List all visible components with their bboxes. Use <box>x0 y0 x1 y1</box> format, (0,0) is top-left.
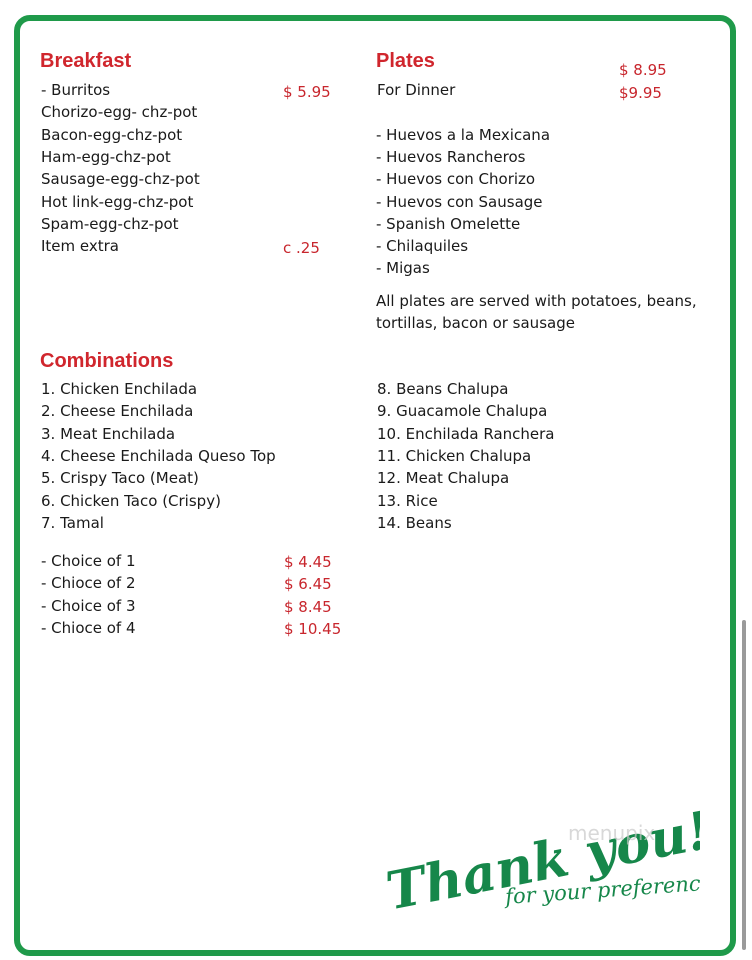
breakfast-item: Hot link-egg-chz-pot <box>41 192 194 211</box>
combo-item: 9. Guacamole Chalupa <box>377 402 548 421</box>
choice-label: - Chioce of 4 <box>41 618 136 637</box>
thank-you-text: Thank you!! <box>381 795 700 923</box>
combo-item: 4. Cheese Enchilada Queso Top <box>41 446 276 465</box>
plate-item: - Migas <box>376 259 430 278</box>
combo-item: 3. Meat Enchilada <box>41 424 176 443</box>
breakfast-item: Sausage-egg-chz-pot <box>41 170 200 189</box>
breakfast-item: Item extra <box>41 237 119 256</box>
plate-item: - Spanish Omelette <box>376 214 521 233</box>
combinations-heading: Combinations <box>40 350 174 372</box>
combo-item: 1. Chicken Enchilada <box>41 380 198 398</box>
choice-label: - Choice of 1 <box>41 552 136 570</box>
breakfast-item: Bacon-egg-chz-pot <box>41 125 183 144</box>
combo-item: 6. Chicken Taco (Crispy) <box>41 491 221 510</box>
combo-item: 2. Cheese Enchilada <box>41 402 194 421</box>
choice-price: $ 6.45 <box>284 575 332 594</box>
dinner-label: For Dinner <box>377 81 456 99</box>
extra-price: c .25 <box>283 239 320 257</box>
breakfast-item: Chorizo-egg- chz-pot <box>41 103 198 122</box>
choice-price: $ 8.45 <box>284 597 332 616</box>
plates-note: All plates are served with potatoes, beans, tortillas, bacon or sausage <box>376 292 697 332</box>
thank-you-graphic <box>380 760 700 930</box>
breakfast-item: - Burritos <box>41 81 111 99</box>
combo-item: 12. Meat Chalupa <box>377 469 510 488</box>
breakfast-item: Ham-egg-chz-pot <box>41 147 171 166</box>
choice-price: $ 4.45 <box>284 553 332 571</box>
choice-label: - Choice of 3 <box>41 596 136 615</box>
combo-item: 8. Beans Chalupa <box>377 380 509 398</box>
breakfast-heading: Breakfast <box>40 50 132 72</box>
plate-item: - Huevos con Sausage <box>376 192 543 211</box>
scrollbar[interactable] <box>742 620 746 950</box>
combo-item: 5. Crispy Taco (Meat) <box>41 469 199 488</box>
dinner-price: $9.95 <box>619 84 662 102</box>
choice-label: - Chioce of 2 <box>41 574 136 593</box>
combo-item: 10. Enchilada Ranchera <box>377 424 555 443</box>
plates-price: $ 8.95 <box>619 61 667 79</box>
burritos-price: $ 5.95 <box>283 83 331 101</box>
preference-text: for your preference <box>504 870 700 909</box>
thank-you-signature <box>380 760 700 930</box>
combo-item: 14. Beans <box>377 513 452 532</box>
combo-item: 7. Tamal <box>41 513 104 532</box>
watermark-text: menupix <box>568 821 656 845</box>
plate-item: - Huevos con Chorizo <box>376 170 536 189</box>
combo-item: 13. Rice <box>377 491 438 510</box>
plate-item: - Huevos Rancheros <box>376 147 526 166</box>
choice-price: $ 10.45 <box>284 619 342 638</box>
combo-item: 11. Chicken Chalupa <box>377 446 532 465</box>
breakfast-item: Spam-egg-chz-pot <box>41 214 179 233</box>
plates-heading: Plates <box>376 50 435 72</box>
plate-item: - Huevos a la Mexicana <box>376 125 551 144</box>
plate-item: - Chilaquiles <box>376 237 469 256</box>
